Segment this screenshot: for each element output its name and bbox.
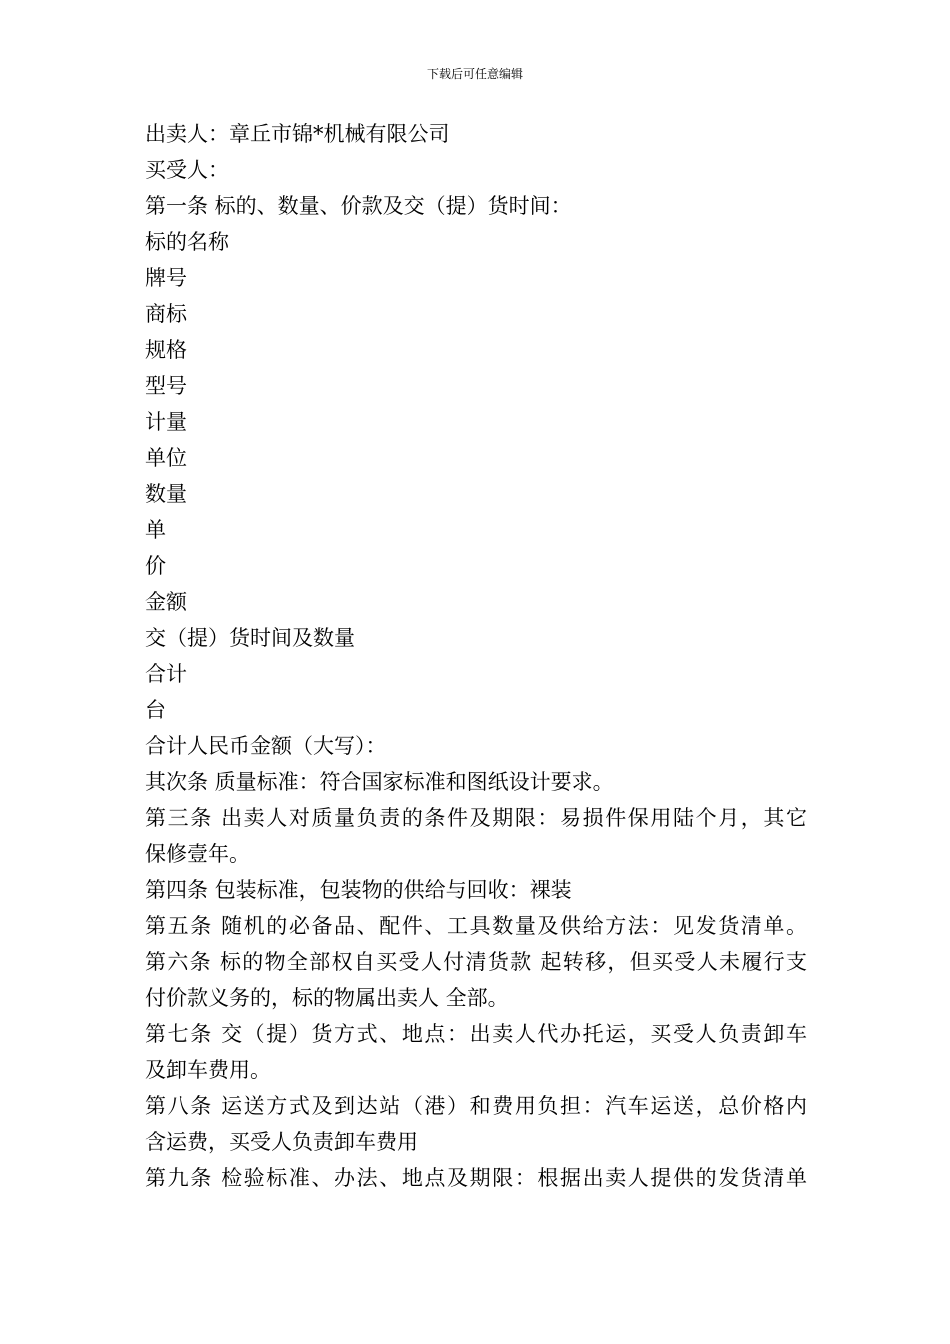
text-line: 型号	[145, 374, 187, 398]
text-line: 合计	[145, 662, 187, 686]
text-line: 第三条 出卖人对质量负责的条件及期限：易损件保用陆个月，其它	[145, 806, 807, 830]
text-line: 付价款义务的，标的物属出卖人 全部。	[145, 986, 509, 1010]
text-line: 合计人民币金额（大写）：	[145, 734, 387, 758]
text-line: 价	[145, 554, 166, 578]
text-line: 其次条 质量标准：符合国家标准和图纸设计要求。	[145, 770, 614, 794]
text-line: 第六条 标的物全部权自买受人付清货款 起转移，但买受人未履行支	[145, 950, 807, 974]
text-line: 第五条 随机的必备品、配件、工具数量及供给方法：见发货清单。	[145, 914, 807, 938]
text-line: 交（提）货时间及数量	[145, 626, 355, 650]
text-line: 第四条 包装标准，包装物的供给与回收：裸装	[145, 878, 572, 902]
text-line: 第八条 运送方式及到达站（港）和费用负担：汽车运送，总价格内	[145, 1094, 807, 1118]
text-line: 商标	[145, 302, 187, 326]
text-line: 标的名称	[145, 230, 229, 254]
text-line: 计量	[145, 410, 187, 434]
text-line: 规格	[145, 338, 187, 362]
text-line: 金额	[145, 590, 187, 614]
document-body	[145, 116, 807, 1196]
text-line: 第九条 检验标准、办法、地点及期限：根据出卖人提供的发货清单	[145, 1166, 807, 1190]
text-line: 牌号	[145, 266, 187, 290]
text-line: 数量	[145, 482, 187, 506]
text-line: 单	[145, 518, 166, 542]
text-line: 及卸车费用。	[145, 1058, 271, 1082]
text-line: 第一条 标的、数量、价款及交（提）货时间：	[145, 194, 572, 218]
text-line: 保修壹年。	[145, 842, 250, 866]
text-line: 买受人：	[145, 158, 229, 182]
text-line: 出卖人：章丘市锦*机械有限公司	[145, 122, 450, 146]
header-note: 下载后可任意编辑	[426, 67, 523, 81]
text-line: 含运费，买受人负责卸车费用	[145, 1130, 418, 1154]
text-line: 单位	[145, 446, 187, 470]
text-line: 台	[145, 698, 166, 722]
text-line: 第七条 交（提）货方式、地点：出卖人代办托运，买受人负责卸车	[145, 1022, 807, 1046]
